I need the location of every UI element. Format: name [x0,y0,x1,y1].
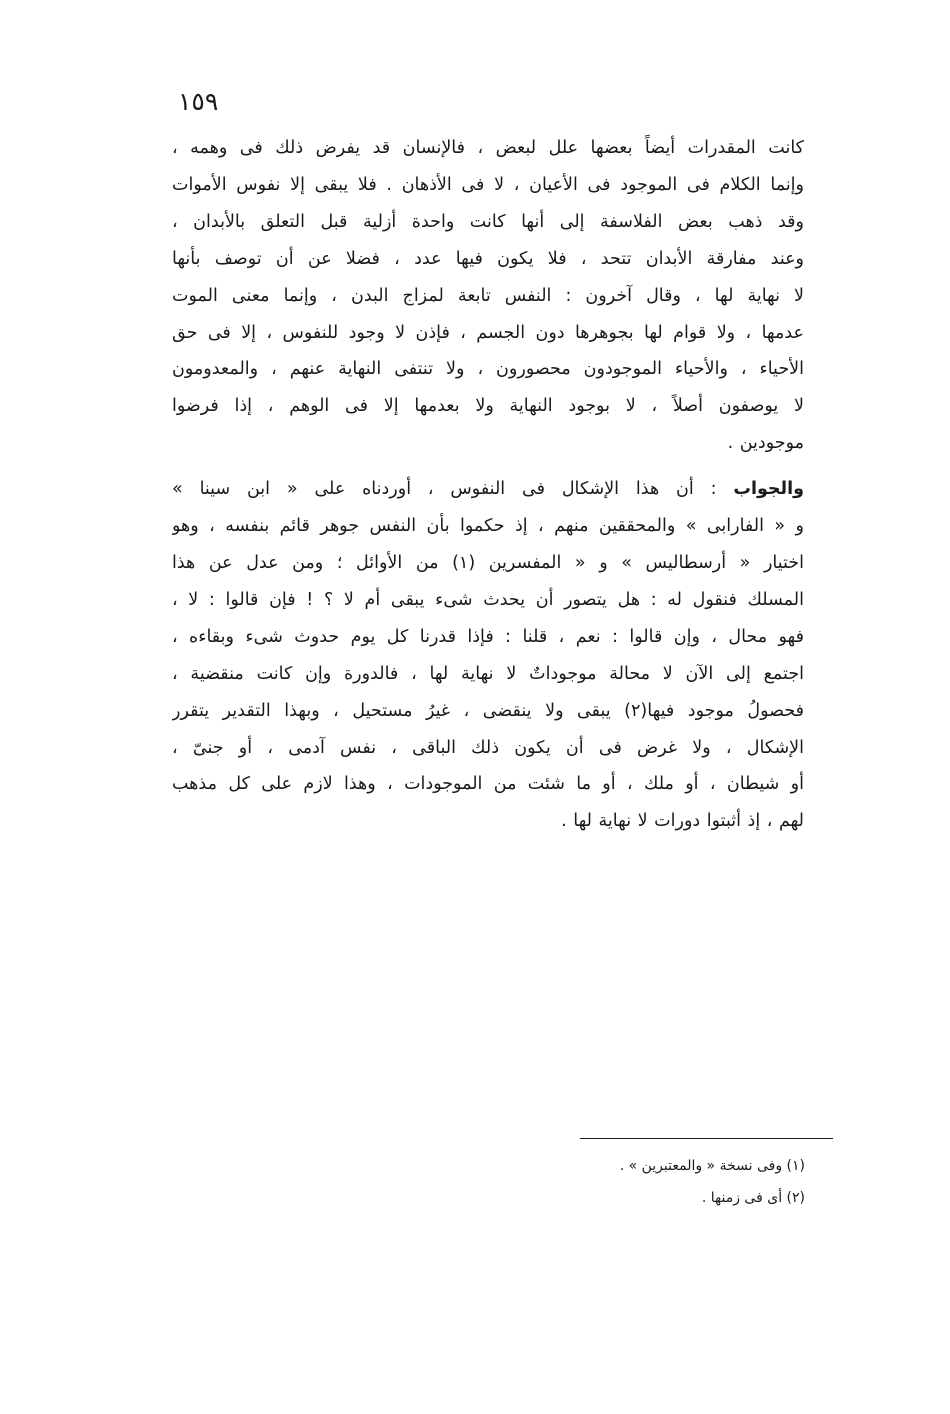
text-line: اجتمع إلى الآن لا محالة موجوداتٌ لا نهاية لها ، فالدورة وإن كانت منقضية ، [172,663,804,684]
text-line: وقد ذهب بعض الفلاسفة إلى أنها كانت واحدة أزلية قبل التعلق بالأبدان ، [172,211,804,232]
text-line: وعند مفارقة الأبدان تتحد ، فلا يكون فيها عدد ، فضلا عن أن توصف بأنها [172,248,804,269]
footnote-separator [580,1138,833,1139]
text-line: اختيار « أرسطاليس » و « المفسرين (١) من الأوائل ؛ ومن عدل عن هذا [172,552,804,573]
text-line: المسلك فنقول له : هل يتصور أن يحدث شىء يبقى أم لا ؟ ! فإن قالوا : لا ، [172,589,804,610]
text-line: كانت المقدرات أيضاً بعضها علل لبعض ، فالإنسان قد يفرض ذلك فى وهمه ، [172,138,804,158]
text-line-rest: : أن هذا الإشكال فى النفوس ، أوردناه على « ابن سينا » [172,479,734,500]
text-line: لا نهاية لها ، وقال آخرون : النفس تابعة لمزاج البدن ، وإنما معنى الموت [172,285,804,306]
text-line: موجودين . [727,433,804,454]
text-line: وإنما الكلام فى الموجود فى الأعيان ، لا فى الأذهان . فلا يبقى إلا نفوس الأموات [172,174,804,195]
text-line: فحصولُ موجود فيها(٢) يبقى ولا ينقضى ، غيرُ مستحيل ، وبهذا التقدير يتقرر [172,700,804,721]
page-number: ١٥٩ [178,87,219,116]
footnotes [560,1150,805,1214]
text-line: فهو محال ، وإن قالوا : نعم ، قلنا : فإذا قدرنا كل يوم حدوث شىء وبقاءه ، [172,626,804,647]
text-line: و « الفارابى » والمحققين منهم ، إذ حكموا بأن النفس جوهر قائم بنفسه ، وهو [172,516,804,537]
text-line: أو شيطان ، أو ملك ، أو ما شئت من الموجودات ، وهذا لازم على كل مذهب [172,774,804,795]
text-line: عدمها ، ولا قوام لها بجوهرها دون الجسم ، فإذن لا وجود للنفوس ، إلا فى حق [172,322,804,343]
main-text [172,130,804,840]
footnote-1: (١) وفى نسخة « والمعتبرين » . [619,1158,805,1174]
paragraph-lead-word: والجواب [733,479,804,500]
text-line-with-lead [172,471,804,508]
paragraph-2 [172,471,804,840]
text-line: الأحياء ، والأحياء الموجودون محصورون ، ولا تنتفى النهاية عنهم ، والمعدومون [172,359,804,380]
paragraph-1 [172,130,804,462]
paragraph-spacer [172,462,804,471]
text-line: لا يوصفون أصلاً ، لا بوجود النهاية ولا بعدمها إلا فى الوهم ، إذا فرضوا [172,396,804,417]
footnote-2: (٢) أى فى زمنها . [701,1190,805,1206]
text-line: لهم ، إذ أثبتوا دورات لا نهاية لها . [561,811,804,832]
text-line: الإشكال ، ولا غرض فى أن يكون ذلك الباقى ، نفس آدمى ، أو جنىّ ، [172,737,804,758]
